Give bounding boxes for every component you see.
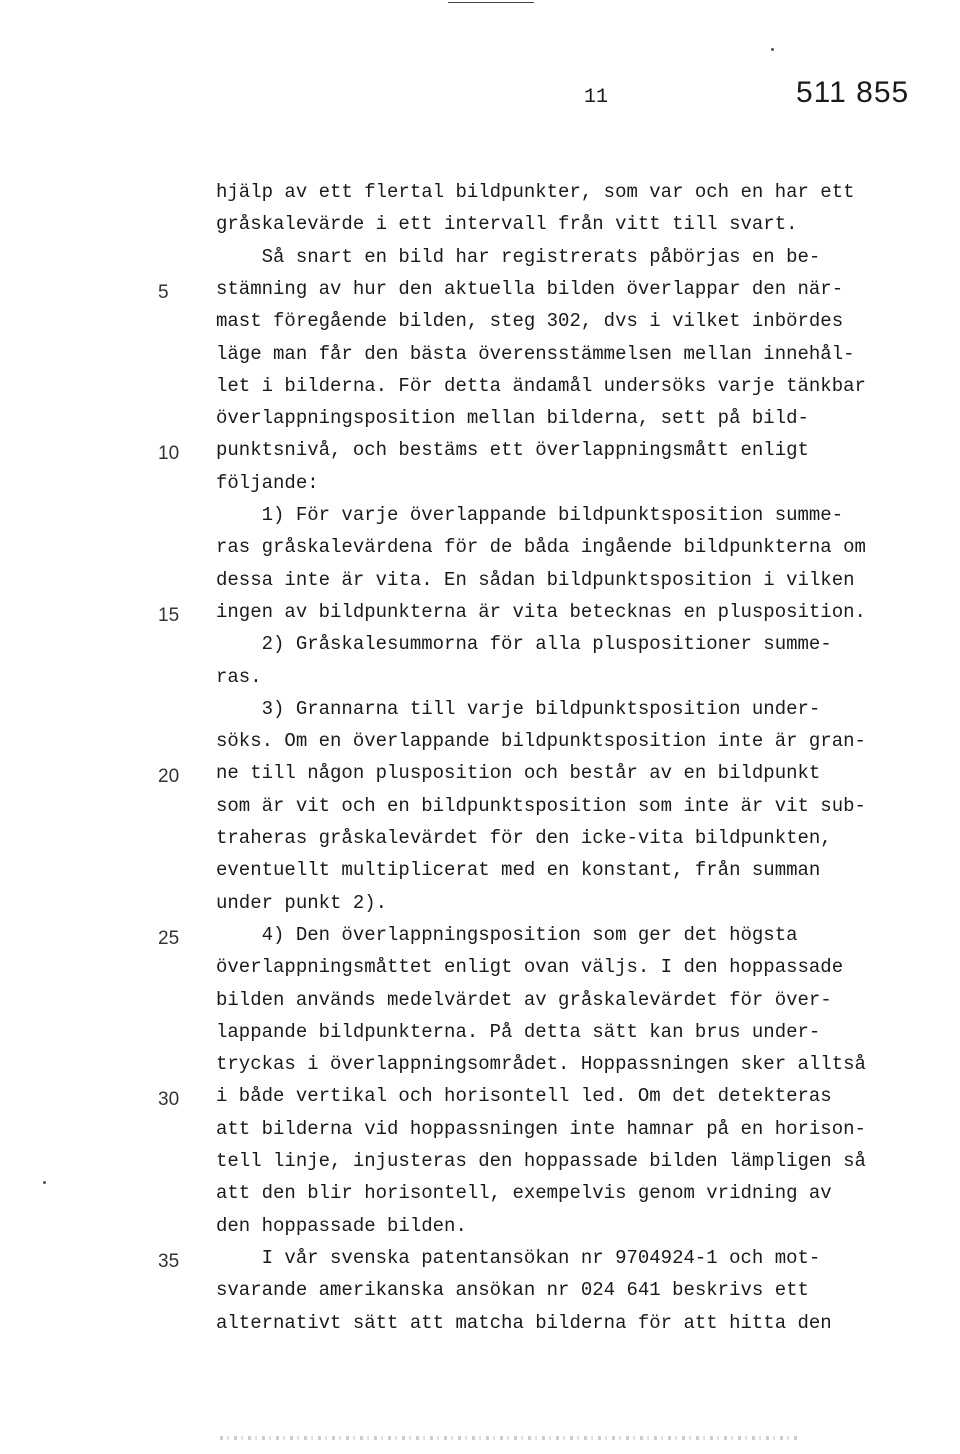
text-line: alternativt sätt att matcha bilderna för att hitta den [216, 1311, 832, 1334]
text-line: lappande bildpunkterna. På detta sätt kan brus under- [216, 1020, 821, 1043]
text-line: överlappningsposition mellan bilderna, sett på bild- [216, 407, 809, 430]
text-line: ingen av bildpunkterna är vita betecknas en plusposition. [216, 600, 866, 623]
margin-line-number: 30 [158, 1089, 180, 1111]
text-line: 3) Grannarna till varje bildpunktsposition under- [216, 697, 821, 720]
top-rule [448, 2, 534, 3]
text-line: stämning av hur den aktuella bilden överlappar den när- [216, 277, 844, 300]
text-line: 2) Gråskalesummorna för alla pluspositioner summe- [216, 633, 832, 656]
text-line: i både vertikal och horisontell led. Om det detekteras [216, 1085, 832, 1108]
text-line: Så snart en bild har registrerats påbörjas en be- [216, 245, 821, 268]
page-number: 11 [584, 86, 609, 109]
text-line: under punkt 2). [216, 891, 388, 914]
scan-noise-strip [220, 1436, 800, 1440]
text-line: att den blir horisontell, exempelvis genom vridning av [216, 1182, 832, 1205]
text-line: mast föregående bilden, steg 302, dvs i vilket inbördes [216, 310, 844, 333]
text-line: tryckas i överlappningsområdet. Hoppassningen sker alltså [216, 1053, 866, 1076]
text-line: söks. Om en överlappande bildpunktsposition inte är gran- [216, 730, 866, 753]
margin-line-number: 25 [158, 927, 180, 949]
text-line: överlappningsmåttet enligt ovan väljs. I den hoppassade [216, 956, 844, 979]
text-line: svarande amerikanska ansökan nr 024 641 beskrivs ett [216, 1279, 809, 1302]
text-line: följande: [216, 471, 319, 494]
text-line: gråskalevärde i ett intervall från vitt till svart. [216, 213, 798, 236]
text-line: tell linje, injusteras den hoppassade bilden lämpligen så [216, 1150, 866, 1172]
text-line: punktsnivå, och bestäms ett överlappningsmått enligt [216, 439, 809, 462]
text-line: dessa inte är vita. En sådan bildpunktsposition i vilken [216, 568, 855, 591]
text-line: den hoppassade bilden. [216, 1214, 467, 1237]
text-line: 1) För varje överlappande bildpunktsposition summe- [216, 504, 844, 526]
text-line: eventuellt multiplicerat med en konstant, från summan [216, 859, 821, 882]
text-line: som är vit och en bildpunktsposition som inte är vit sub- [216, 794, 866, 817]
patent-number: 511 855 [796, 76, 910, 109]
text-line: att bilderna vid hoppassningen inte hamnar på en horison- [216, 1117, 866, 1140]
margin-line-number: 35 [158, 1250, 180, 1272]
margin-line-number: 5 [158, 281, 169, 303]
text-line: I vår svenska patentansökan nr 9704924-1 och mot- [216, 1246, 821, 1269]
text-line: läge man får den bästa överensstämmelsen mellan innehål- [216, 342, 855, 365]
text-line: bilden används medelvärdet av gråskalevärdet för över- [216, 988, 832, 1011]
margin-line-number: 10 [158, 443, 180, 465]
text-line: ras. [216, 665, 262, 688]
text-line: ne till någon plusposition och består av en bildpunkt [216, 762, 821, 785]
scan-speck [771, 48, 774, 51]
margin-line-number: 20 [158, 766, 180, 788]
margin-line-number: 15 [158, 604, 180, 626]
text-line: 4) Den överlappningsposition som ger det högsta [216, 923, 798, 946]
text-line: traheras gråskalevärdet för den icke-vita bildpunkten, [216, 827, 832, 849]
text-line: hjälp av ett flertal bildpunkter, som var och en har ett [216, 181, 855, 203]
text-line: ras gråskalevärdena för de båda ingående bildpunkterna om [216, 536, 866, 559]
text-line: let i bilderna. För detta ändamål undersöks varje tänkbar [216, 374, 866, 397]
scan-speck [43, 1181, 46, 1184]
